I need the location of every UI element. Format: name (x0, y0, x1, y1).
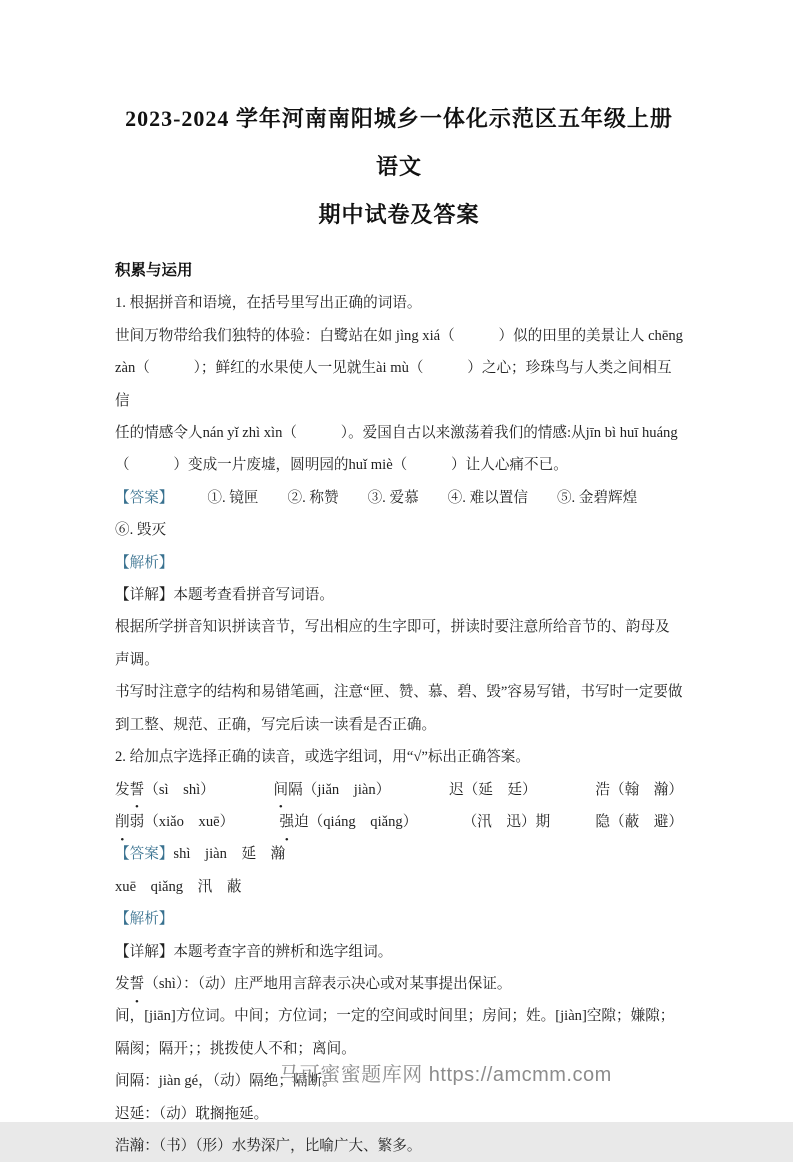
q1-detail-line-2: 根据所学拼音知识拼读音节，写出相应的生字即可，拼读时要注意所给音节的、韵母及声调。 (115, 619, 670, 668)
page-content (115, 0, 683, 1162)
q1-detail-line-3: 书写时注意字的结构和易错笔画，注意“匣、赞、慕、碧、毁”容易写错，书写时一定要做 (115, 684, 683, 701)
q1-answer-item-4: ④. 难以置信 (447, 489, 528, 506)
q2-option-chi (449, 774, 537, 806)
q1-prompt: 1. 根据拼音和语境，在括号里写出正确的词语。 (115, 295, 422, 312)
q2-option-xueruo-dotted-char: 削 (115, 813, 130, 830)
q2-option-jiange-dotted-char: 间 (273, 781, 289, 798)
q1-text-line-3: 任的情感令人nán yǐ zhì xìn（ ）。爱国自古以来激荡着我们的情感:从jīn bì huī huáng (115, 425, 678, 442)
q2-option-fashi-pre: 发 (115, 781, 130, 798)
q1-detail-line-4: 到工整、规范、正确，写完后读一读看是否正确。 (115, 716, 437, 733)
q1-answer-label: 【答案】 (115, 489, 174, 506)
q2-answer-line1: shì jiàn 延 瀚 (173, 846, 286, 863)
q2-detail-fashi (115, 968, 683, 1000)
q2-answer-row (115, 838, 683, 870)
q2-option-qiangpo-dotted-char: 强 (279, 813, 295, 830)
q2-option-hao (595, 774, 683, 806)
q2-option-chi-text: 迟（延 廷） (449, 781, 537, 798)
q2-option-yinbi-text: 隐（蔽 避） (595, 813, 683, 830)
q2-option-xunqi (463, 806, 551, 838)
q2-detail-line-3: 间隔：jiàn gé，（动）隔绝；隔断。 (115, 1073, 337, 1090)
q2-analysis-label (115, 903, 683, 935)
page-title-line1: 2023-2024 学年河南南阳城乡一体化示范区五年级上册语文 (125, 106, 673, 179)
q2-option-jiange (274, 774, 391, 806)
page-title (115, 95, 683, 239)
q1-analysis-label (115, 547, 683, 579)
q1-answer-row (115, 482, 683, 514)
q2-option-qiangpo-post: 迫（qiáng qiǎng） (294, 813, 418, 830)
q1-answer-item-1: ①. 镜匣 (207, 489, 259, 506)
q2-prompt: 2. 给加点字选择正确的读音，或选字组词，用“√”标出正确答案。 (115, 749, 530, 766)
q2-answer-label: 【答案】 (115, 846, 174, 863)
q2-answer-line2: xuē qiǎng 汛 蔽 (115, 878, 242, 895)
q1-answer-item-3: ③. 爱慕 (367, 489, 419, 506)
q1-detail-line-1: 【详解】本题考查看拼音写词语。 (115, 587, 334, 604)
q2-option-xueruo (115, 806, 234, 838)
q2-detail-line-2: 隔阂；隔开；；挑拨使人不和；离间。 (115, 1040, 356, 1057)
q2-options-row2 (115, 806, 683, 838)
page-footer: 马可蜜蜜题库网 https://amcmm.com (279, 1064, 612, 1086)
q1-text-line-1: 世间万物带给我们独特的体验：白鹭站在如 jìng xiá（ ）似的田里的美景让人 chēng (115, 327, 683, 344)
q2-detail-line-1: 间，[jiān]方位词。中间；方位词；一定的空间或时间里；房间；姓。[jiàn]空隙；嫌隙； (115, 1008, 675, 1025)
q2-option-hao-text: 浩（翰 瀚） (595, 781, 683, 798)
q2-option-xueruo-post: 弱（xiǎo xuē） (129, 813, 235, 830)
q2-detail-fashi-post: （shì）：（动）庄严地用言辞表示决心或对某事提出保证。 (144, 975, 512, 992)
q2-detail-line-4: 迟延：（动）耽搁拖延。 (115, 1105, 269, 1122)
q2-option-fashi-post: （sì shì） (144, 781, 215, 798)
page-title-line2: 期中试卷及答案 (318, 202, 480, 227)
q2-analysis-label-text: 【解析】 (115, 911, 174, 928)
q2-detail-fashi-dotted-char: 誓 (129, 975, 145, 992)
q2-detail-intro: 【详解】本题考查字音的辨析和选字组词。 (115, 943, 393, 960)
q2-option-fashi (115, 774, 215, 806)
q1-answer-item-2: ②. 称赞 (287, 489, 339, 506)
q1-text-line-4: （ ）变成一片废墟，圆明园的huǐ miè（ ）让人心痛不已。 (115, 457, 568, 474)
q2-option-xunqi-text: （汛 迅）期 (462, 813, 551, 830)
q1-analysis-label-text: 【解析】 (115, 554, 174, 571)
q1-text-line-2: zàn（ ）；鲜红的水果使人一见就生ài mù（ ）之心；珍珠鸟与人类之间相互信 (115, 360, 672, 409)
q2-detail-line-5: 浩瀚：（书）（形）水势深广，比喻广大、繁多。 (115, 1137, 422, 1154)
q2-option-fashi-dotted-char: 誓 (129, 781, 145, 798)
q1-answer-line2: ⑥. 毁灭 (115, 522, 167, 539)
q2-options-row1 (115, 774, 683, 806)
q2-option-yinbi (595, 806, 683, 838)
q2-option-qiangpo (279, 806, 417, 838)
q2-option-jiange-post: 隔（jiǎn jiàn） (288, 781, 391, 798)
section-heading: 积累与运用 (115, 262, 193, 279)
q1-answer-item-5: ⑤. 金碧辉煌 (556, 489, 638, 506)
q2-detail-fashi-pre: 发 (115, 975, 130, 992)
